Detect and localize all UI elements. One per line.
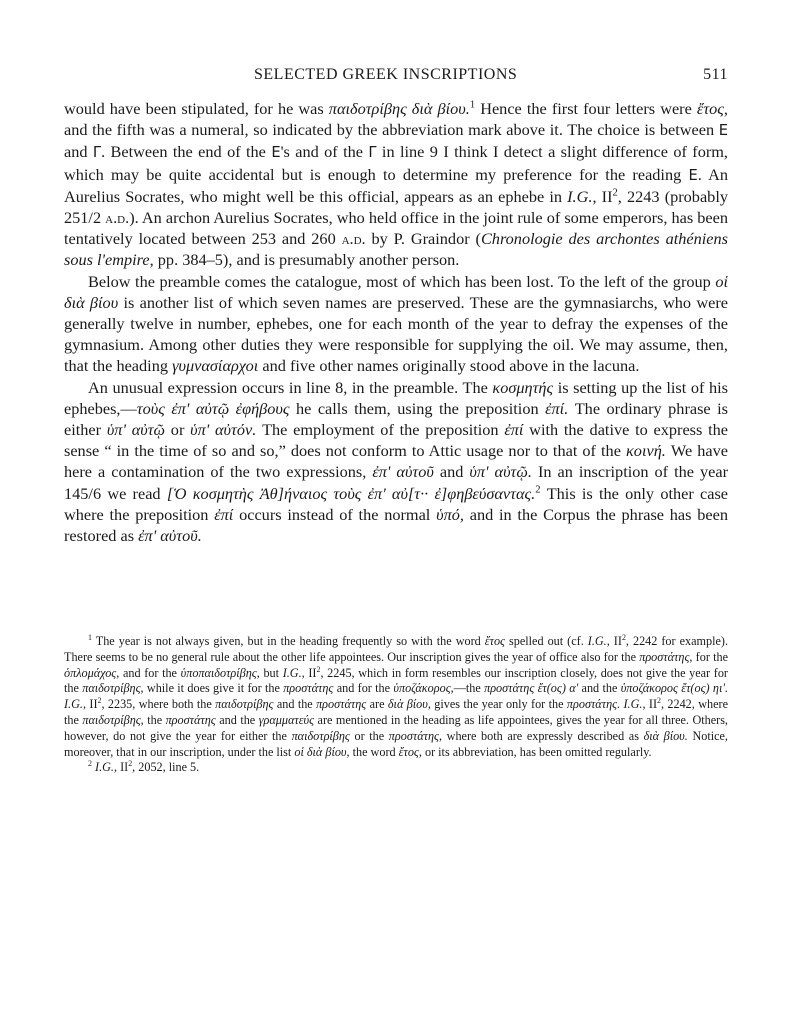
page-number: 511	[703, 66, 728, 83]
text-run: but	[259, 665, 283, 680]
text-run: , 2052, line 5.	[132, 760, 200, 775]
text-run: , 2235, where both the	[101, 697, 216, 712]
greek-phrase: ἐπί.	[545, 398, 569, 418]
text-run: or its abbreviation, has been omitted regularly.	[421, 744, 652, 759]
greek-phrase: παιδοτρίβης,	[82, 712, 144, 727]
greek-phrase: γυμνασίαρχοι	[172, 356, 259, 376]
paragraph-3	[64, 377, 728, 547]
text-run: , 2243 (probably 251/2	[64, 186, 728, 228]
text-run: , II	[301, 665, 317, 680]
superscript: 2	[621, 632, 626, 642]
footnotes	[64, 634, 728, 776]
text-run: and for the	[119, 665, 181, 680]
text-run: in line 9 I think I detect a slight difference of form, which may be quite accidental but is enough to determine my preference for the reading	[64, 142, 729, 184]
text-run: the word	[349, 744, 399, 759]
text-run: and	[433, 462, 470, 482]
greek-phrase: ἔτος,	[398, 744, 422, 759]
text-run: The year is not always given, but in the heading frequently so with the word	[91, 634, 485, 648]
text-run: An unusual expression occurs in line 8, in the preamble. The	[88, 377, 493, 397]
text-run: Below the preamble comes the catalogue, most of which has been lost. To the left of the group	[88, 271, 716, 291]
text-run: Notice, moreover, that in our inscription, under the list	[64, 728, 728, 759]
superscript: 2	[316, 664, 321, 674]
era-abbrev: a.d.	[105, 208, 130, 228]
letterform: E	[718, 122, 728, 140]
text-run: and the	[578, 681, 621, 696]
text-run: spelled out (cf.	[505, 634, 588, 648]
text-run: , II	[592, 186, 613, 206]
greek-phrase: παιδοτρίβης	[291, 728, 350, 743]
greek-phrase: προστάτης,	[639, 649, 693, 664]
paragraph-2	[64, 271, 728, 377]
text-run: , II	[82, 697, 98, 712]
text-run: would have been stipulated, for he was	[64, 99, 329, 118]
superscript: 2	[97, 696, 102, 706]
text-run: is another list of which seven names are preserved. These are the gymnasiarchs, who were generally twelve in number, ephebes, one for each month of the year to defray the expenses of the gymnasium. Among other duties they were responsible for supplying the oil. We may assume, then, that the heading	[64, 292, 728, 376]
main-text	[64, 98, 728, 546]
footnote-marker: 2	[88, 759, 92, 769]
greek-phrase: [Ὁ κοσμητὴς Ἀθ]ήναιος τοὺς ἐπ' αὐ[τ·· ἐ]φηβεύσαντας.	[166, 483, 536, 503]
text-run: or	[165, 420, 191, 440]
citation: I.G.	[587, 634, 607, 648]
greek-phrase: ἔτος,	[696, 99, 728, 118]
greek-phrase: ὑπ' αὐτόν.	[190, 420, 257, 440]
text-run: while it does give it for the	[143, 681, 284, 696]
greek-phrase: ὑπό,	[436, 504, 464, 524]
text-run: he calls them, using the preposition	[289, 398, 546, 418]
text-run: pp. 384–5), and is presumably another person.	[153, 250, 460, 270]
greek-phrase: προστάτης	[283, 681, 334, 696]
text-run: occurs instead of the normal	[233, 504, 437, 524]
greek-phrase: ἐπ' αὐτοῦ.	[138, 526, 202, 546]
text-run: We have here a contamination of the two expressions,	[64, 441, 728, 482]
book-title: Chronologie des archontes athéniens sous l'empire,	[64, 229, 728, 270]
greek-phrase: διὰ βίου.	[643, 728, 688, 743]
text-run: for the	[692, 649, 728, 664]
greek-phrase: ὑποζάκορος,	[393, 681, 454, 696]
text-run: , II	[113, 760, 129, 775]
text-run: are mentioned in the heading as life appointees, gives the year for all three. Others, however, do not give the year for either the	[64, 712, 728, 743]
text-run: where both are expressly described as	[442, 728, 644, 743]
paragraph-1	[64, 98, 728, 271]
text-run: with the dative to express the sense “ in the time of so and so,” does not conform to Attic usage nor to that of the	[64, 420, 729, 461]
greek-phrase: προστάτης	[316, 697, 367, 712]
greek-phrase: ἐπί	[214, 504, 234, 524]
letterform: E	[271, 144, 281, 162]
greek-phrase: παιδοτρίβης	[215, 697, 274, 712]
text-run: the	[143, 712, 166, 727]
running-header	[64, 66, 728, 86]
text-run: The ordinary phrase is either	[64, 398, 728, 440]
greek-phrase: ὑπ' αὐτῷ.	[469, 462, 532, 482]
greek-phrase: ἐπί	[504, 420, 524, 440]
footnote-1	[64, 634, 728, 760]
citation: I.G.	[567, 186, 593, 206]
text-run: , 2242, where the	[64, 697, 728, 727]
footnote-ref: 1	[469, 99, 476, 111]
text-run: In an inscription of the year 145/6 we read	[64, 462, 729, 503]
greek-phrase: κοσμητής	[492, 377, 554, 397]
footnote-ref: 2	[535, 484, 541, 496]
text-run: is setting up the list of his ephebes,—	[64, 377, 728, 418]
text-run: —the	[453, 681, 485, 696]
superscript: 2	[128, 759, 133, 769]
greek-phrase: κοινή.	[625, 441, 666, 461]
citation: I.G.	[282, 665, 302, 680]
greek-phrase: γραμματεύς	[258, 712, 315, 727]
era-abbrev: a.d.	[341, 229, 366, 249]
greek-phrase: προστάτης	[165, 712, 216, 727]
text-run: . An Aurelius Socrates, who might well be this official, appears as an ephebe in	[64, 164, 729, 206]
greek-phrase: παιδοτρίβης διὰ βίου.	[328, 99, 470, 118]
text-run: or the	[349, 728, 389, 743]
text-run: , II	[642, 697, 658, 712]
greek-phrase: προστάτης,	[388, 728, 443, 743]
text-run: and the fifth was a numeral, so indicated by the abbreviation mark above it. The choice is between	[64, 120, 719, 140]
text-run: and in the Corpus the phrase has been restored as	[64, 504, 728, 546]
superscript: 2	[657, 696, 661, 706]
greek-phrase: οἱ διὰ βίου,	[294, 744, 350, 759]
text-run: by P. Graindor (	[365, 229, 481, 249]
greek-phrase: ἐπ' αὐτοῦ	[372, 462, 434, 482]
footnote-marker: 1	[88, 632, 92, 642]
footnote-2	[64, 760, 728, 776]
text-run: and for the	[333, 681, 394, 696]
greek-phrase: ἔτος	[484, 634, 505, 648]
text-run: 's and of the	[280, 142, 369, 162]
greek-phrase: ὑποζάκορος ἔτ(ος) ηι'.	[620, 681, 728, 696]
citation: I.G.	[623, 697, 643, 712]
text-run: , 2245, which in form resembles our inscription closely, does not give the year for the	[64, 665, 728, 696]
text-run: and five other names originally stood above in the lacuna.	[258, 356, 640, 376]
greek-phrase: ὁπλομάχος,	[64, 665, 120, 680]
greek-phrase: τοὺς ἐπ' αὐτῷ ἐφήβους	[136, 398, 290, 418]
text-run: and the	[215, 712, 259, 727]
text-run: ). An archon Aurelius Socrates, who held office in the joint rule of some emperors, has been tentatively located between 253 and 260	[64, 208, 728, 249]
greek-phrase: ὑπ' αὐτῷ	[106, 420, 166, 440]
text-run: . Between the end of the	[101, 142, 272, 162]
text-run: gives the year only for the	[430, 697, 567, 712]
citation: I.G.	[64, 697, 83, 712]
text-run: and the	[273, 697, 317, 712]
text-run: This is the only other case where the preposition	[64, 483, 729, 524]
text-run: are	[366, 697, 388, 712]
greek-phrase: προστάτης ἔτ(ος) α'	[484, 681, 579, 696]
superscript: 2	[612, 187, 618, 199]
greek-phrase: ὑποπαιδοτρίβης,	[180, 665, 260, 680]
greek-phrase: προστάτης.	[566, 697, 621, 712]
text-run: , II	[606, 634, 622, 648]
text-run: Hence the first four letters were	[475, 99, 697, 118]
greek-phrase: οἱ διὰ βίου	[64, 271, 728, 312]
greek-phrase: διὰ βίου,	[387, 697, 431, 712]
letterform: Γ	[92, 144, 102, 162]
citation: I.G.	[95, 760, 114, 775]
running-title: SELECTED GREEK INSCRIPTIONS	[254, 66, 518, 83]
letterform: E	[688, 166, 698, 184]
greek-phrase: παιδοτρίβης,	[82, 681, 144, 696]
text-run: The employment of the preposition	[256, 420, 505, 440]
text-run: , 2242 for example). There seems to be no general rule about the other life appointees. Our inscription gives the year of office also for the	[64, 634, 728, 664]
text-run: and	[64, 142, 93, 162]
letterform: Γ	[368, 144, 377, 162]
